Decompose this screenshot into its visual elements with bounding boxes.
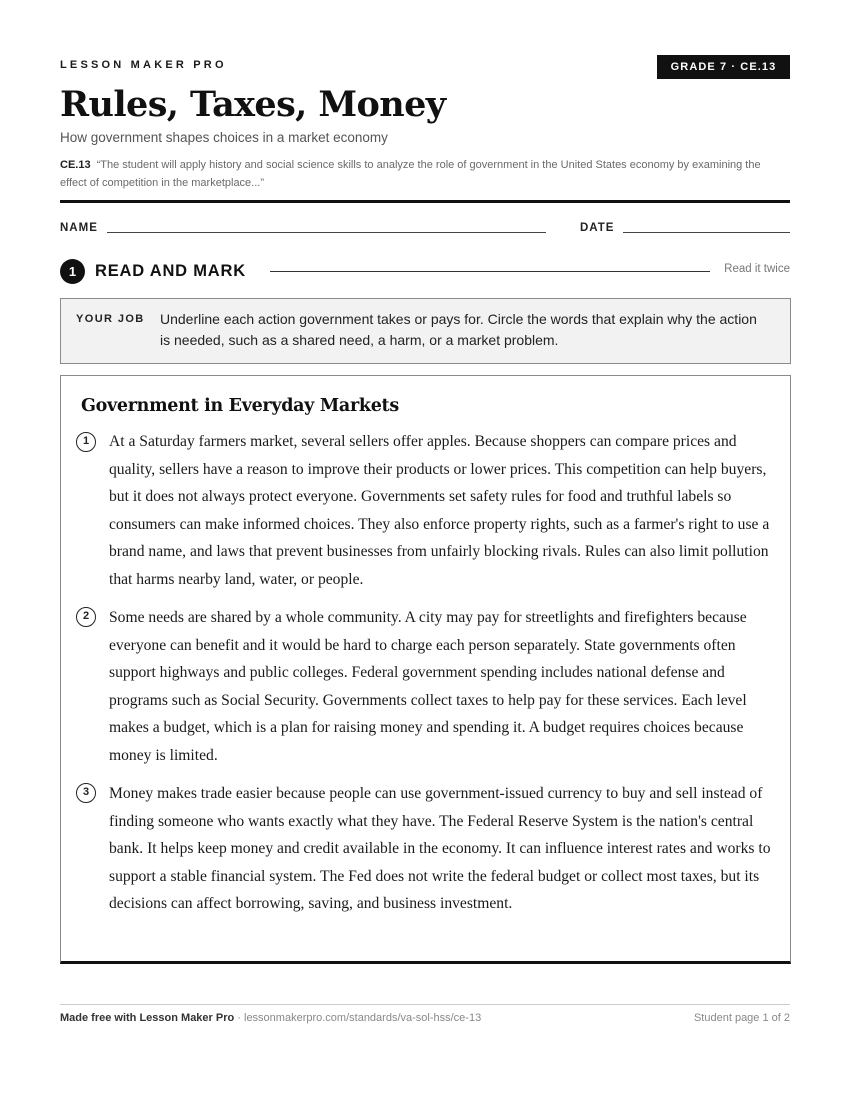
job-instructions-box bbox=[60, 298, 791, 364]
paragraph-2: Some needs are shared by a whole community. A city may pay for streetlights and firefighters because everyone can benefit and it would be hard to charge each person separately. State governments often support highways and public colleges. Federal government spending includes national defense and programs such as Social Security. Governments collect taxes to help pay for these services. Each level makes a budget, which is a plan for raising money and spending it. A budget requires choices because money is limited. bbox=[109, 609, 747, 764]
page-title: Rules, Taxes, Money bbox=[60, 84, 446, 125]
brand-name: LESSON MAKER PRO bbox=[60, 59, 227, 71]
section-note: Read it twice bbox=[724, 263, 790, 275]
footer-url[interactable]: · lessonmakerpro.com/standards/va-sol-hss/ce-13 bbox=[234, 1012, 482, 1024]
job-text: Underline each action government takes or pays for. Circle the words that explain why the action is needed, such as a shared need, a harm, or a market problem. bbox=[160, 311, 757, 348]
section-number-badge: 1 bbox=[60, 259, 85, 284]
paragraph-number-1: 1 bbox=[76, 432, 96, 452]
page-subtitle: How government shapes choices in a market economy bbox=[60, 130, 388, 145]
paragraph-number-2: 2 bbox=[76, 607, 96, 627]
name-field-line[interactable] bbox=[107, 232, 546, 233]
footer-divider bbox=[60, 1004, 790, 1005]
standard-code: CE.13 bbox=[60, 159, 91, 171]
footer-page-number: Student page 1 of 2 bbox=[693, 1012, 790, 1024]
section-divider bbox=[270, 271, 710, 272]
job-label: YOUR JOB bbox=[76, 313, 145, 325]
name-label: NAME bbox=[60, 222, 98, 234]
paragraph-1: At a Saturday farmers market, several sellers offer apples. Because shoppers can compare prices and quality, sellers have a reason to improve their products or lower prices. This competition can help buyers, but it does not always protect everyone. Governments set safety rules for food and truthful labels so consumers can make informed choices. They also enforce property rights, such as a farmer's right to use a brand name, and laws that prevent businesses from unfairly blocking rivals. Rules can also limit pollution that harms nearby land, water, or people. bbox=[109, 433, 770, 588]
date-field-line[interactable] bbox=[623, 232, 790, 233]
footer-credit bbox=[60, 1012, 481, 1024]
header-divider bbox=[60, 200, 790, 203]
footer-made: Made free with Lesson Maker Pro bbox=[60, 1012, 235, 1024]
standard-text: “The student will apply history and social science skills to analyze the role of government in the United States economy by examining the effect of competition in the marketplace...” bbox=[60, 159, 761, 189]
date-label: DATE bbox=[580, 222, 615, 234]
grade-badge: GRADE 7 · CE.13 bbox=[657, 55, 790, 79]
reading-title: Government in Everyday Markets bbox=[81, 396, 399, 416]
paragraph-number-3: 3 bbox=[76, 783, 96, 803]
reading-passage bbox=[60, 375, 791, 964]
section-title: READ AND MARK bbox=[95, 262, 246, 280]
paragraph-3: Money makes trade easier because people can use government-issued currency to buy and sell instead of finding someone who wants exactly what they have. The Federal Reserve System is the nation's central bank. It helps keep money and credit available in the economy. It can influence interest rates and works to support a stable financial system. The Fed does not write the federal budget or collect most taxes, but its decisions can affect borrowing, saving, and business investment. bbox=[109, 785, 771, 913]
standard-statement bbox=[60, 156, 790, 192]
